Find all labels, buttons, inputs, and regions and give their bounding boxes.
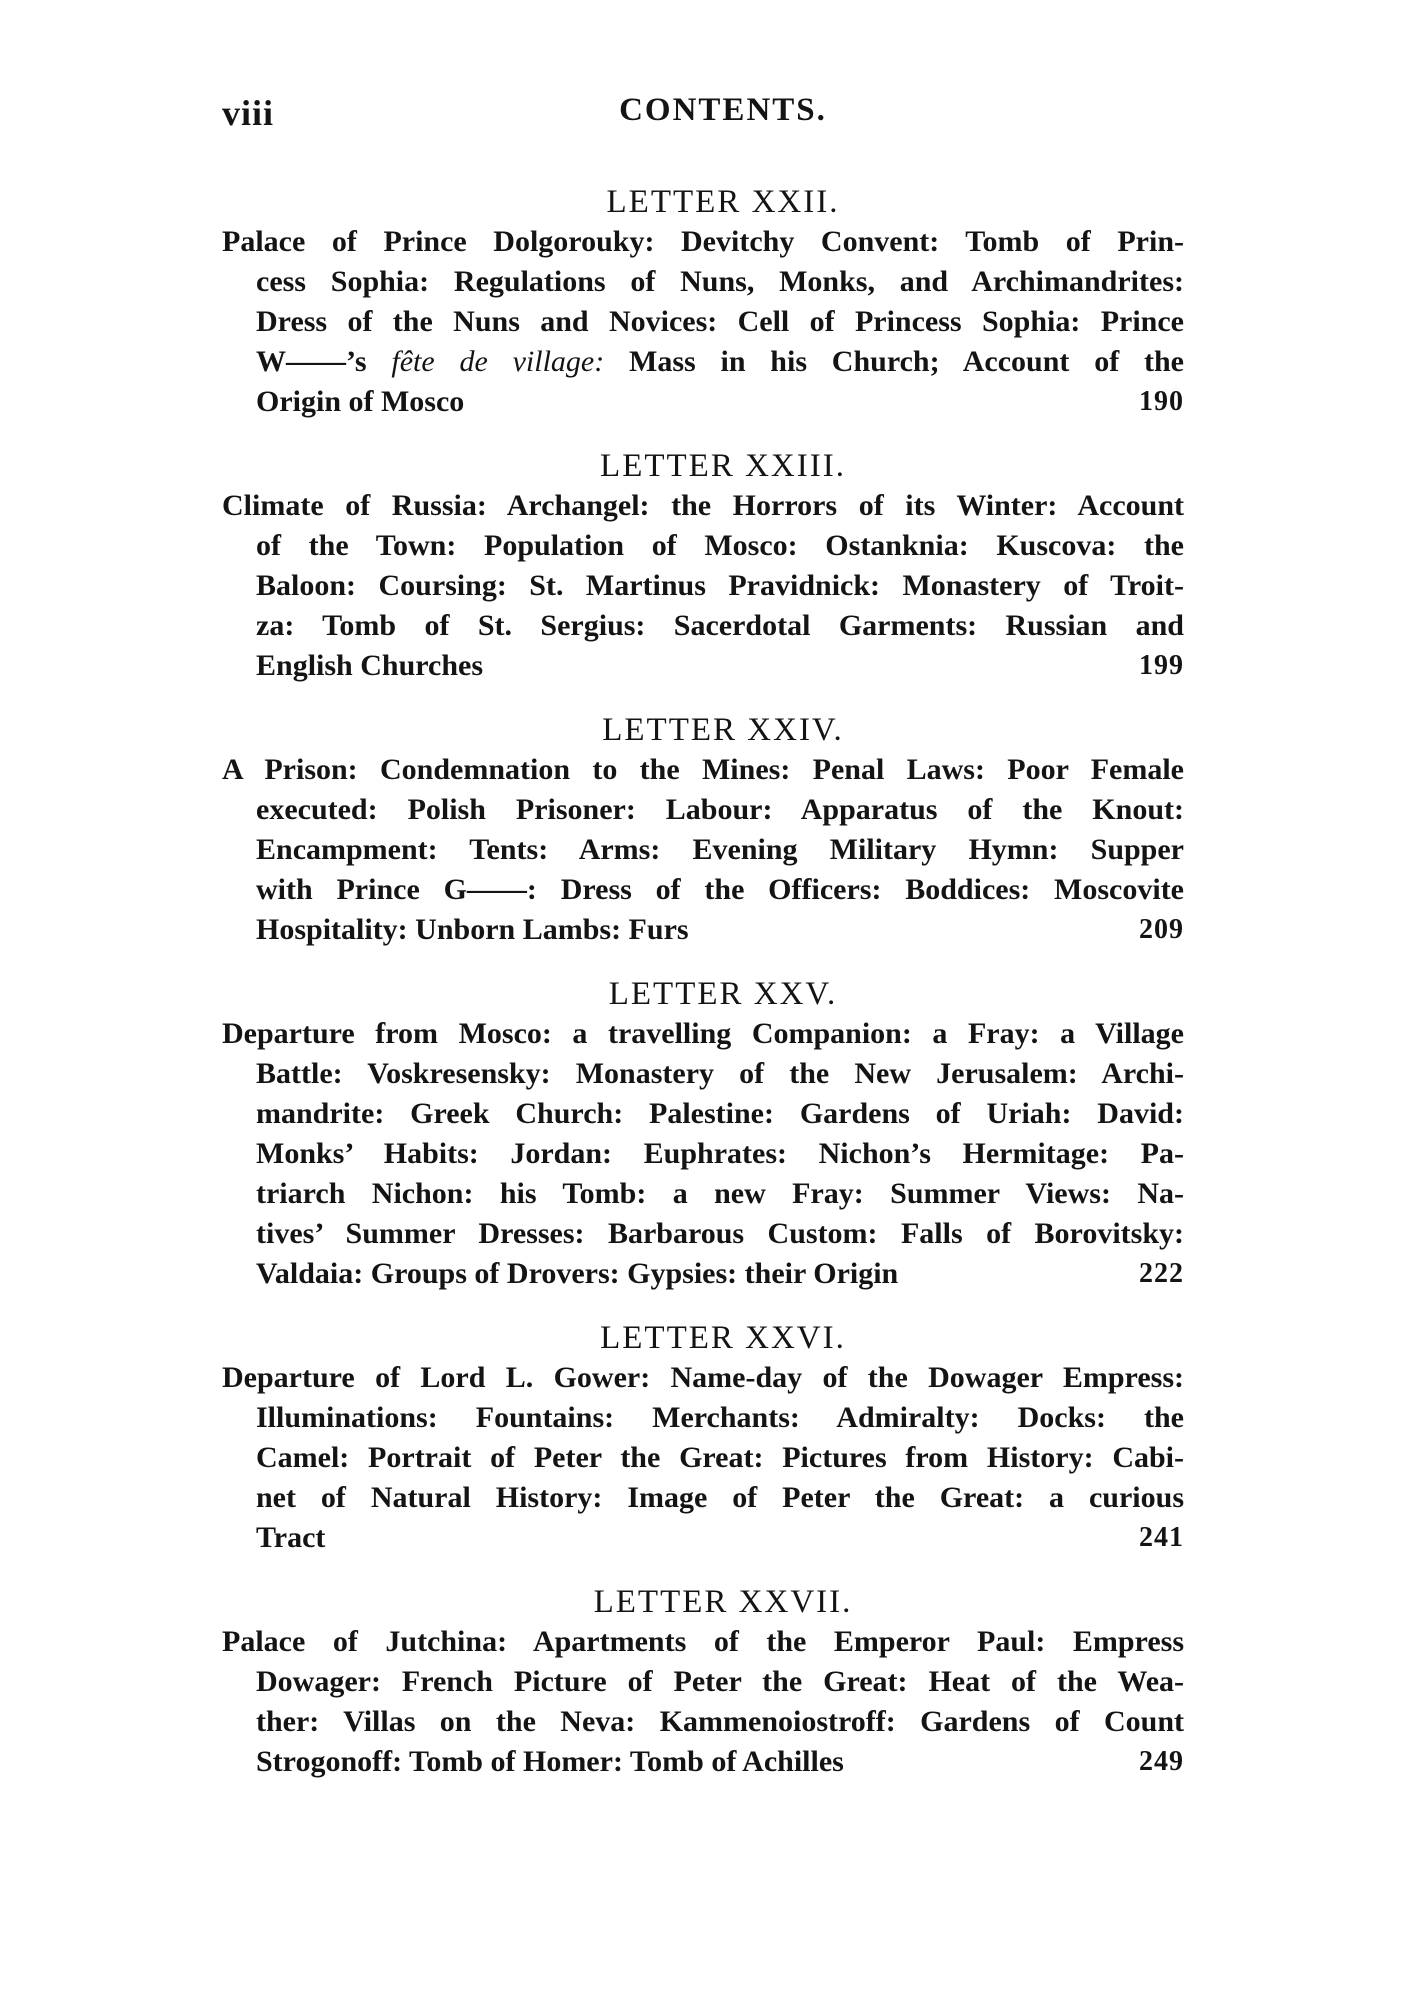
page-number: 222	[1139, 1258, 1184, 1289]
summary-line-text: Tract	[256, 1521, 326, 1554]
letter-section	[222, 1582, 1184, 1782]
summary-line: za: Tomb of St. Sergius: Sacerdotal Garments: Russian and	[256, 609, 1184, 642]
summary-line	[256, 342, 1184, 382]
summary-line: Dress of the Nuns and Novices: Cell of Princess Sophia: Prince	[256, 305, 1184, 338]
summary-line: A Prison: Condemnation to the Mines: Penal Laws: Poor Female	[222, 753, 1184, 786]
letter-section	[222, 710, 1184, 950]
summary-line: Battle: Voskresensky: Monastery of the New Jerusalem: Archi-	[256, 1057, 1184, 1090]
contents-list	[222, 182, 1184, 1782]
summary-line: tives’ Summer Dresses: Barbarous Custom: Falls of Borovitsky:	[256, 1217, 1184, 1250]
summary-line-last	[256, 1742, 1184, 1782]
letter-title: LETTER XXVII.	[593, 1584, 853, 1620]
letter-title: LETTER XXVI.	[600, 1320, 846, 1356]
summary-line: with Prince G——: Dress of the Officers: Boddices: Moscovite	[256, 873, 1184, 906]
page-number: 241	[1139, 1522, 1184, 1553]
summary-line-text: Strogonoff: Tomb of Homer: Tomb of Achilles	[256, 1745, 844, 1778]
summary-line: Palace of Jutchina: Apartments of the Emperor Paul: Empress	[222, 1625, 1184, 1658]
letter-section	[222, 1318, 1184, 1558]
italic-phrase: fête de village:	[391, 345, 605, 378]
page-number: 209	[1139, 914, 1184, 945]
summary-line: Dowager: French Picture of Peter the Great: Heat of the Wea-	[256, 1665, 1184, 1698]
summary-line-text: Valdaia: Groups of Drovers: Gypsies: their Origin	[256, 1257, 899, 1290]
letter-summary	[222, 1622, 1184, 1782]
summary-line: Climate of Russia: Archangel: the Horrors of its Winter: Account	[222, 489, 1184, 522]
summary-line-text: Hospitality: Unborn Lambs: Furs	[256, 913, 689, 946]
page-number: 190	[1139, 386, 1184, 417]
summary-line: triarch Nichon: his Tomb: a new Fray: Summer Views: Na-	[256, 1177, 1184, 1210]
summary-line: Departure of Lord L. Gower: Name-day of the Dowager Empress:	[222, 1361, 1184, 1394]
letter-summary	[222, 1358, 1184, 1558]
letter-summary	[222, 486, 1184, 686]
summary-line: Baloon: Coursing: St. Martinus Pravidnick: Monastery of Troit-	[256, 569, 1184, 602]
letter-title: LETTER XXII.	[606, 184, 840, 220]
letter-summary	[222, 750, 1184, 950]
letter-section	[222, 974, 1184, 1294]
letter-section	[222, 182, 1184, 422]
summary-line: cess Sophia: Regulations of Nuns, Monks, and Archimandrites:	[256, 265, 1184, 298]
letter-title: LETTER XXV.	[608, 976, 838, 1012]
summary-line-end: Mass in his Church; Account of the	[604, 345, 1184, 378]
summary-line: Departure from Mosco: a travelling Companion: a Fray: a Village	[222, 1017, 1184, 1050]
summary-line: of the Town: Population of Mosco: Ostanknia: Kuscova: the	[256, 529, 1184, 562]
summary-line: ther: Villas on the Neva: Kammenoiostroff: Gardens of Count	[256, 1705, 1184, 1738]
summary-line: Encampment: Tents: Arms: Evening Military Hymn: Supper	[256, 833, 1184, 866]
summary-line-last	[256, 646, 1184, 686]
summary-line: mandrite: Greek Church: Palestine: Gardens of Uriah: David:	[256, 1097, 1184, 1130]
summary-line-last	[256, 1254, 1184, 1294]
summary-line: Palace of Prince Dolgorouky: Devitchy Convent: Tomb of Prin-	[222, 225, 1184, 258]
running-title: CONTENTS.	[619, 92, 827, 128]
summary-line: net of Natural History: Image of Peter the Great: a curious	[256, 1481, 1184, 1514]
summary-line-text: English Churches	[256, 649, 484, 682]
letter-title: LETTER XXIII.	[600, 448, 846, 484]
summary-line: executed: Polish Prisoner: Labour: Apparatus of the Knout:	[256, 793, 1184, 826]
letter-summary	[222, 222, 1184, 422]
summary-line-text: Origin of Mosco	[256, 385, 465, 418]
page-number: 199	[1139, 650, 1184, 681]
page-number: 249	[1139, 1746, 1184, 1777]
summary-line-last	[256, 1518, 1184, 1558]
letter-section	[222, 446, 1184, 686]
summary-line-start: W——’s	[256, 345, 392, 378]
page-header	[222, 92, 1184, 142]
summary-line: Illuminations: Fountains: Merchants: Admiralty: Docks: the	[256, 1401, 1184, 1434]
letter-summary	[222, 1014, 1184, 1294]
summary-line-last	[256, 382, 1184, 422]
summary-line: Monks’ Habits: Jordan: Euphrates: Nichon’s Hermitage: Pa-	[256, 1137, 1184, 1170]
page-folio: viii	[222, 93, 275, 133]
summary-line-last	[256, 910, 1184, 950]
summary-line: Camel: Portrait of Peter the Great: Pictures from History: Cabi-	[256, 1441, 1184, 1474]
letter-title: LETTER XXIV.	[602, 712, 844, 748]
